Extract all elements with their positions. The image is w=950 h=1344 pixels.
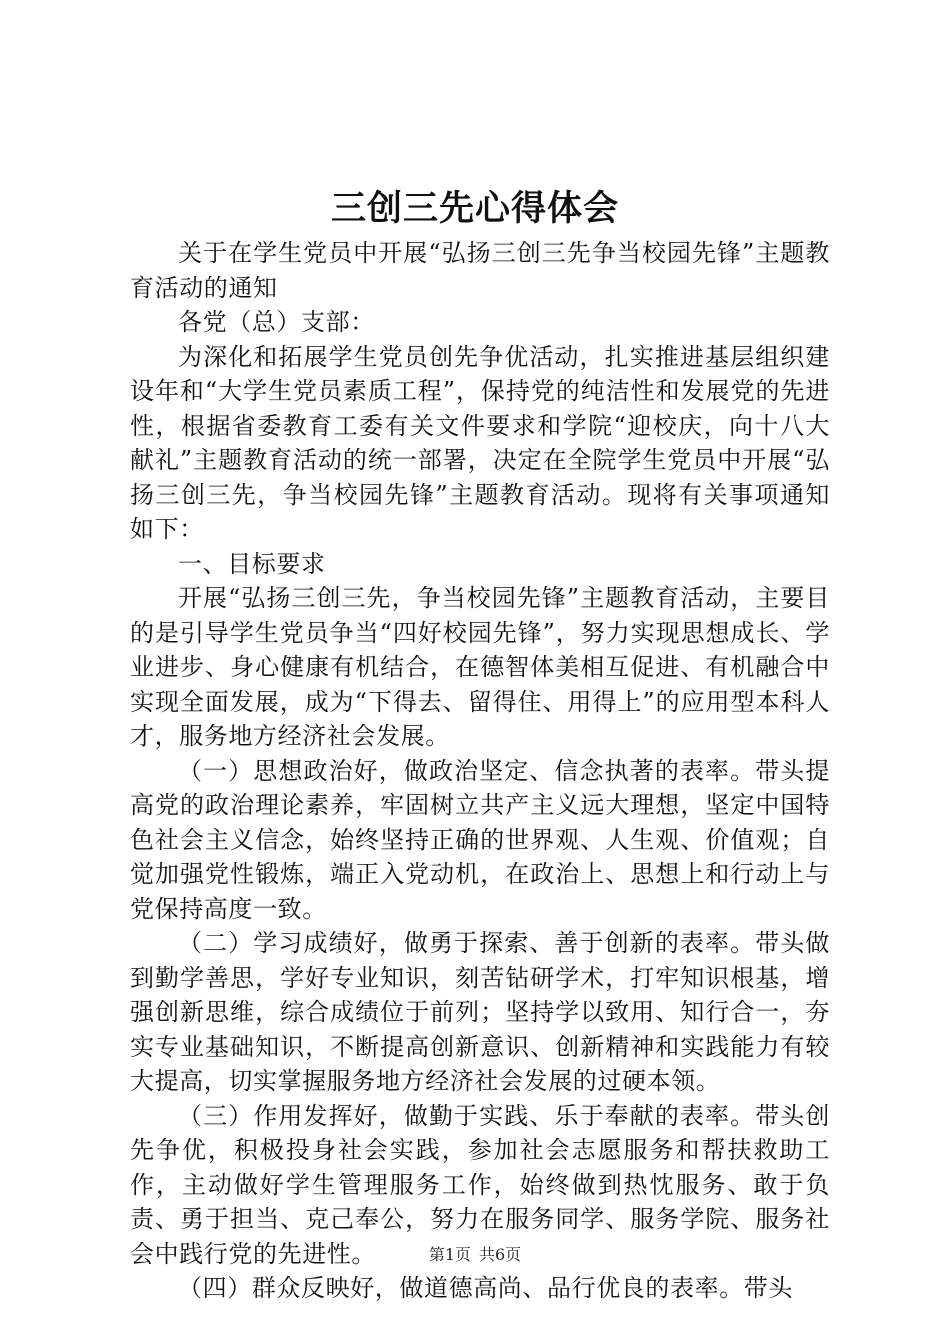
- page-footer: [0, 1244, 950, 1266]
- paragraph-item-2: （二）学习成绩好，做勇于探索、善于创新的表率。带头做到勤学善思，学好专业知识，刻苦钻研学术，打牢知识根基，增强创新思维，综合成绩位于前列；坚持学以致用、知行合一，夯实专业基础知识，不断提高创新意识、创新精神和实践能力有较大提高，切实掌握服务地方经济社会发展的过硬本领。: [130, 929, 830, 1095]
- document-title: 三创三先心得体会: [330, 188, 619, 229]
- paragraph-item-4: （四）群众反映好，做道德高尚、品行优良的表率。带头: [178, 1274, 793, 1302]
- paragraph-item-1: （一）思想政治好，做政治坚定、信念执著的表率。带头提高党的政治理论素养，牢固树立共产主义远大理想，坚定中国特色社会主义信念，始终坚持正确的世界观、人生观、价值观；自觉加强党性锻炼，端正入党动机，在政治上、思想上和行动上与党保持高度一致。: [130, 756, 830, 923]
- paragraph-item-3: （三）作用发挥好，做勤于实践、乐于奉献的表率。带头创先争优，积极投身社会实践，参加社会志愿服务和帮扶救助工作，主动做好学生管理服务工作，始终做到热忱服务、敢于负责、勇于担当、克己奉公，努力在服务同学、服务学院、服务社会中践行党的先进性。: [130, 1101, 830, 1268]
- page-number: 第1页: [428, 1245, 471, 1264]
- page-total: 共6页: [479, 1245, 522, 1264]
- paragraph-notice-heading: 关于在学生党员中开展“弘扬三创三先争当校园先锋”主题教育活动的通知: [130, 239, 830, 302]
- paragraph-intro: 为深化和拓展学生党员创先争优活动，扎实推进基层组织建设年和“大学生党员素质工程”，保持党的纯洁性和发展党的先进性，根据省委教育工委有关文件要求和学院“迎校庆，向十八大献礼”主题教育活动的统一部署，决定在全院学生党员中开展“弘扬三创三先，争当校园先锋”主题教育活动。现将有关事项通知如下：: [130, 342, 830, 543]
- section-heading-goals: 一、目标要求: [178, 549, 326, 578]
- paragraph-goals: 开展“弘扬三创三先，争当校园先锋”主题教育活动，主要目的是引导学生党员争当“四好校园先锋”，努力实现思想成长、学业进步、身心健康有机结合，在德智体美相互促进、有机融合中实现全面发展，成为“下得去、留得住、用得上”的应用型本科人才，服务地方经济社会发展。: [130, 584, 830, 750]
- paragraph-salutation: 各党（总）支部：: [178, 308, 375, 336]
- document-body: [130, 236, 830, 1306]
